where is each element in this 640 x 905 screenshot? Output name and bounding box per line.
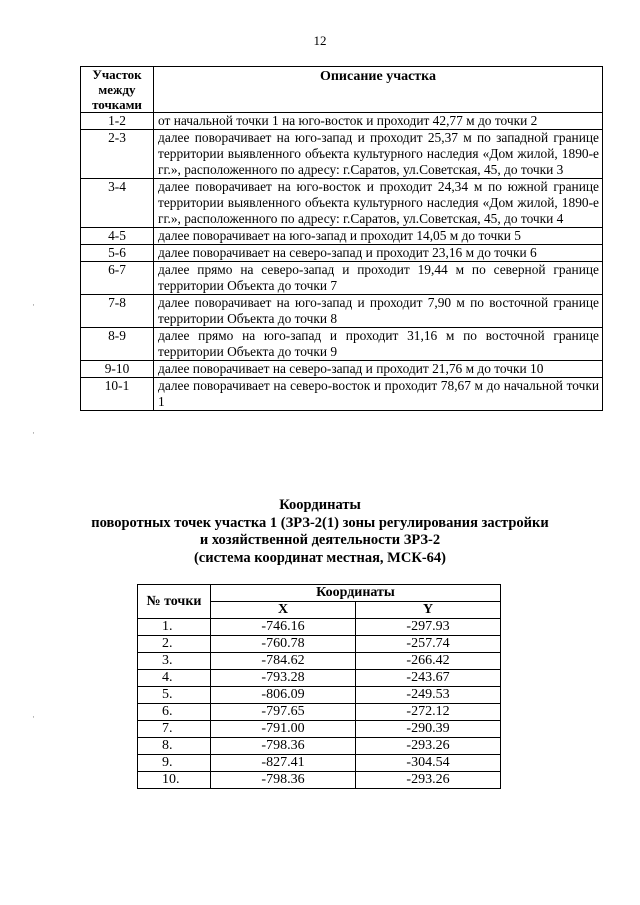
point-number-cell: 8. — [138, 738, 211, 755]
table-row — [138, 738, 501, 755]
table-row — [81, 328, 603, 361]
segment-cell: 1-2 — [81, 113, 154, 130]
table-row — [81, 245, 603, 262]
point-number-cell: 6. — [138, 704, 211, 721]
x-cell: -798.36 — [211, 772, 356, 789]
x-cell: -791.00 — [211, 721, 356, 738]
x-column-header: X — [211, 602, 356, 619]
x-cell: -793.28 — [211, 670, 356, 687]
point-number-header: № точки — [138, 585, 211, 619]
description-cell: далее поворачивает на северо-восток и проходит 78,67 м до начальной точки 1 — [154, 378, 603, 411]
description-cell: далее прямо на северо-запад и проходит 19,44 м по северной границе территории Объекта до точки 7 — [154, 262, 603, 295]
table-row — [138, 670, 501, 687]
description-cell: далее поворачивает на юго-запад и проходит 7,90 м по восточной границе территории Объекта до точки 8 — [154, 295, 603, 328]
segment-cell: 4-5 — [81, 228, 154, 245]
y-cell: -293.26 — [356, 772, 501, 789]
segment-cell: 3-4 — [81, 179, 154, 228]
segment-cell: 9-10 — [81, 361, 154, 378]
segment-cell: 7-8 — [81, 295, 154, 328]
coords-header-row — [138, 585, 501, 602]
description-cell: далее поворачивает на северо-запад и проходит 23,16 м до точки 6 — [154, 245, 603, 262]
x-cell: -760.78 — [211, 636, 356, 653]
x-cell: -806.09 — [211, 687, 356, 704]
description-cell: далее поворачивает на юго-запад и проходит 25,37 м по западной границе территории выявленного объекта культурного наследия «Дом жилой, 1890-е гг.», расположенного по адресу: г.Саратов, ул.Советская, 45, до точки 3 — [154, 130, 603, 179]
point-number-cell: 1. — [138, 619, 211, 636]
table-row — [81, 113, 603, 130]
segment-column-header: Участок между точками — [81, 67, 154, 113]
point-number-cell: 2. — [138, 636, 211, 653]
description-cell: далее поворачивает на северо-запад и проходит 21,76 м до точки 10 — [154, 361, 603, 378]
coordinates-group-header: Координаты — [211, 585, 501, 602]
y-cell: -249.53 — [356, 687, 501, 704]
margin-mark: · — [32, 428, 35, 438]
description-cell: далее прямо на юго-запад и проходит 31,16 м по восточной границе территории Объекта до точки 9 — [154, 328, 603, 361]
point-number-cell: 4. — [138, 670, 211, 687]
y-cell: -243.67 — [356, 670, 501, 687]
x-cell: -784.62 — [211, 653, 356, 670]
description-cell: от начальной точки 1 на юго-восток и проходит 42,77 м до точки 2 — [154, 113, 603, 130]
description-column-header: Описание участка — [154, 67, 603, 113]
table-row — [138, 755, 501, 772]
y-cell: -266.42 — [356, 653, 501, 670]
y-cell: -297.93 — [356, 619, 501, 636]
table-row — [138, 619, 501, 636]
table-row — [138, 721, 501, 738]
y-cell: -272.12 — [356, 704, 501, 721]
x-cell: -798.36 — [211, 738, 356, 755]
table-row — [81, 179, 603, 228]
route-table-header — [81, 67, 603, 113]
point-number-cell: 3. — [138, 653, 211, 670]
page-number: 12 — [313, 33, 327, 48]
table-row — [81, 130, 603, 179]
table-row — [138, 653, 501, 670]
y-cell: -304.54 — [356, 755, 501, 772]
table-row — [81, 295, 603, 328]
segment-cell: 8-9 — [81, 328, 154, 361]
coordinates-table — [137, 584, 501, 789]
y-column-header: Y — [356, 602, 501, 619]
y-cell: -257.74 — [356, 636, 501, 653]
point-number-cell: 10. — [138, 772, 211, 789]
table-row — [81, 361, 603, 378]
point-number-cell: 9. — [138, 755, 211, 772]
route-description-table — [80, 66, 603, 411]
segment-cell: 2-3 — [81, 130, 154, 179]
table-row — [138, 772, 501, 789]
table-row — [81, 378, 603, 411]
table-row — [81, 228, 603, 245]
y-cell: -293.26 — [356, 738, 501, 755]
segment-cell: 6-7 — [81, 262, 154, 295]
table-row — [138, 704, 501, 721]
y-cell: -290.39 — [356, 721, 501, 738]
coordinates-heading-line: Координаты — [279, 497, 361, 513]
table-row — [138, 687, 501, 704]
description-cell: далее поворачивает на юго-восток и проходит 24,34 м по южной границе территории выявленного объекта культурного наследия «Дом жилой, 1890-е гг.», расположенного по адресу: г.Саратов, ул.Советская, 45, до точки 4 — [154, 179, 603, 228]
x-cell: -827.41 — [211, 755, 356, 772]
x-cell: -797.65 — [211, 704, 356, 721]
segment-cell: 5-6 — [81, 245, 154, 262]
x-cell: -746.16 — [211, 619, 356, 636]
table-row — [81, 262, 603, 295]
point-number-cell: 5. — [138, 687, 211, 704]
coordinates-heading-line: (система координат местная, МСК-64) — [193, 549, 447, 566]
coordinates-heading — [40, 497, 600, 567]
description-cell: далее поворачивает на юго-запад и проходит 14,05 м до точки 5 — [154, 228, 603, 245]
table-row — [138, 636, 501, 653]
coordinates-heading-line: и хозяйственной деятельности ЗРЗ-2 — [199, 532, 441, 548]
segment-cell: 10-1 — [81, 378, 154, 411]
margin-mark: · — [32, 300, 35, 310]
margin-mark: · — [32, 712, 35, 722]
point-number-cell: 7. — [138, 721, 211, 738]
coordinates-heading-line: поворотных точек участка 1 (ЗРЗ-2(1) зоны регулирования застройки — [91, 514, 549, 531]
